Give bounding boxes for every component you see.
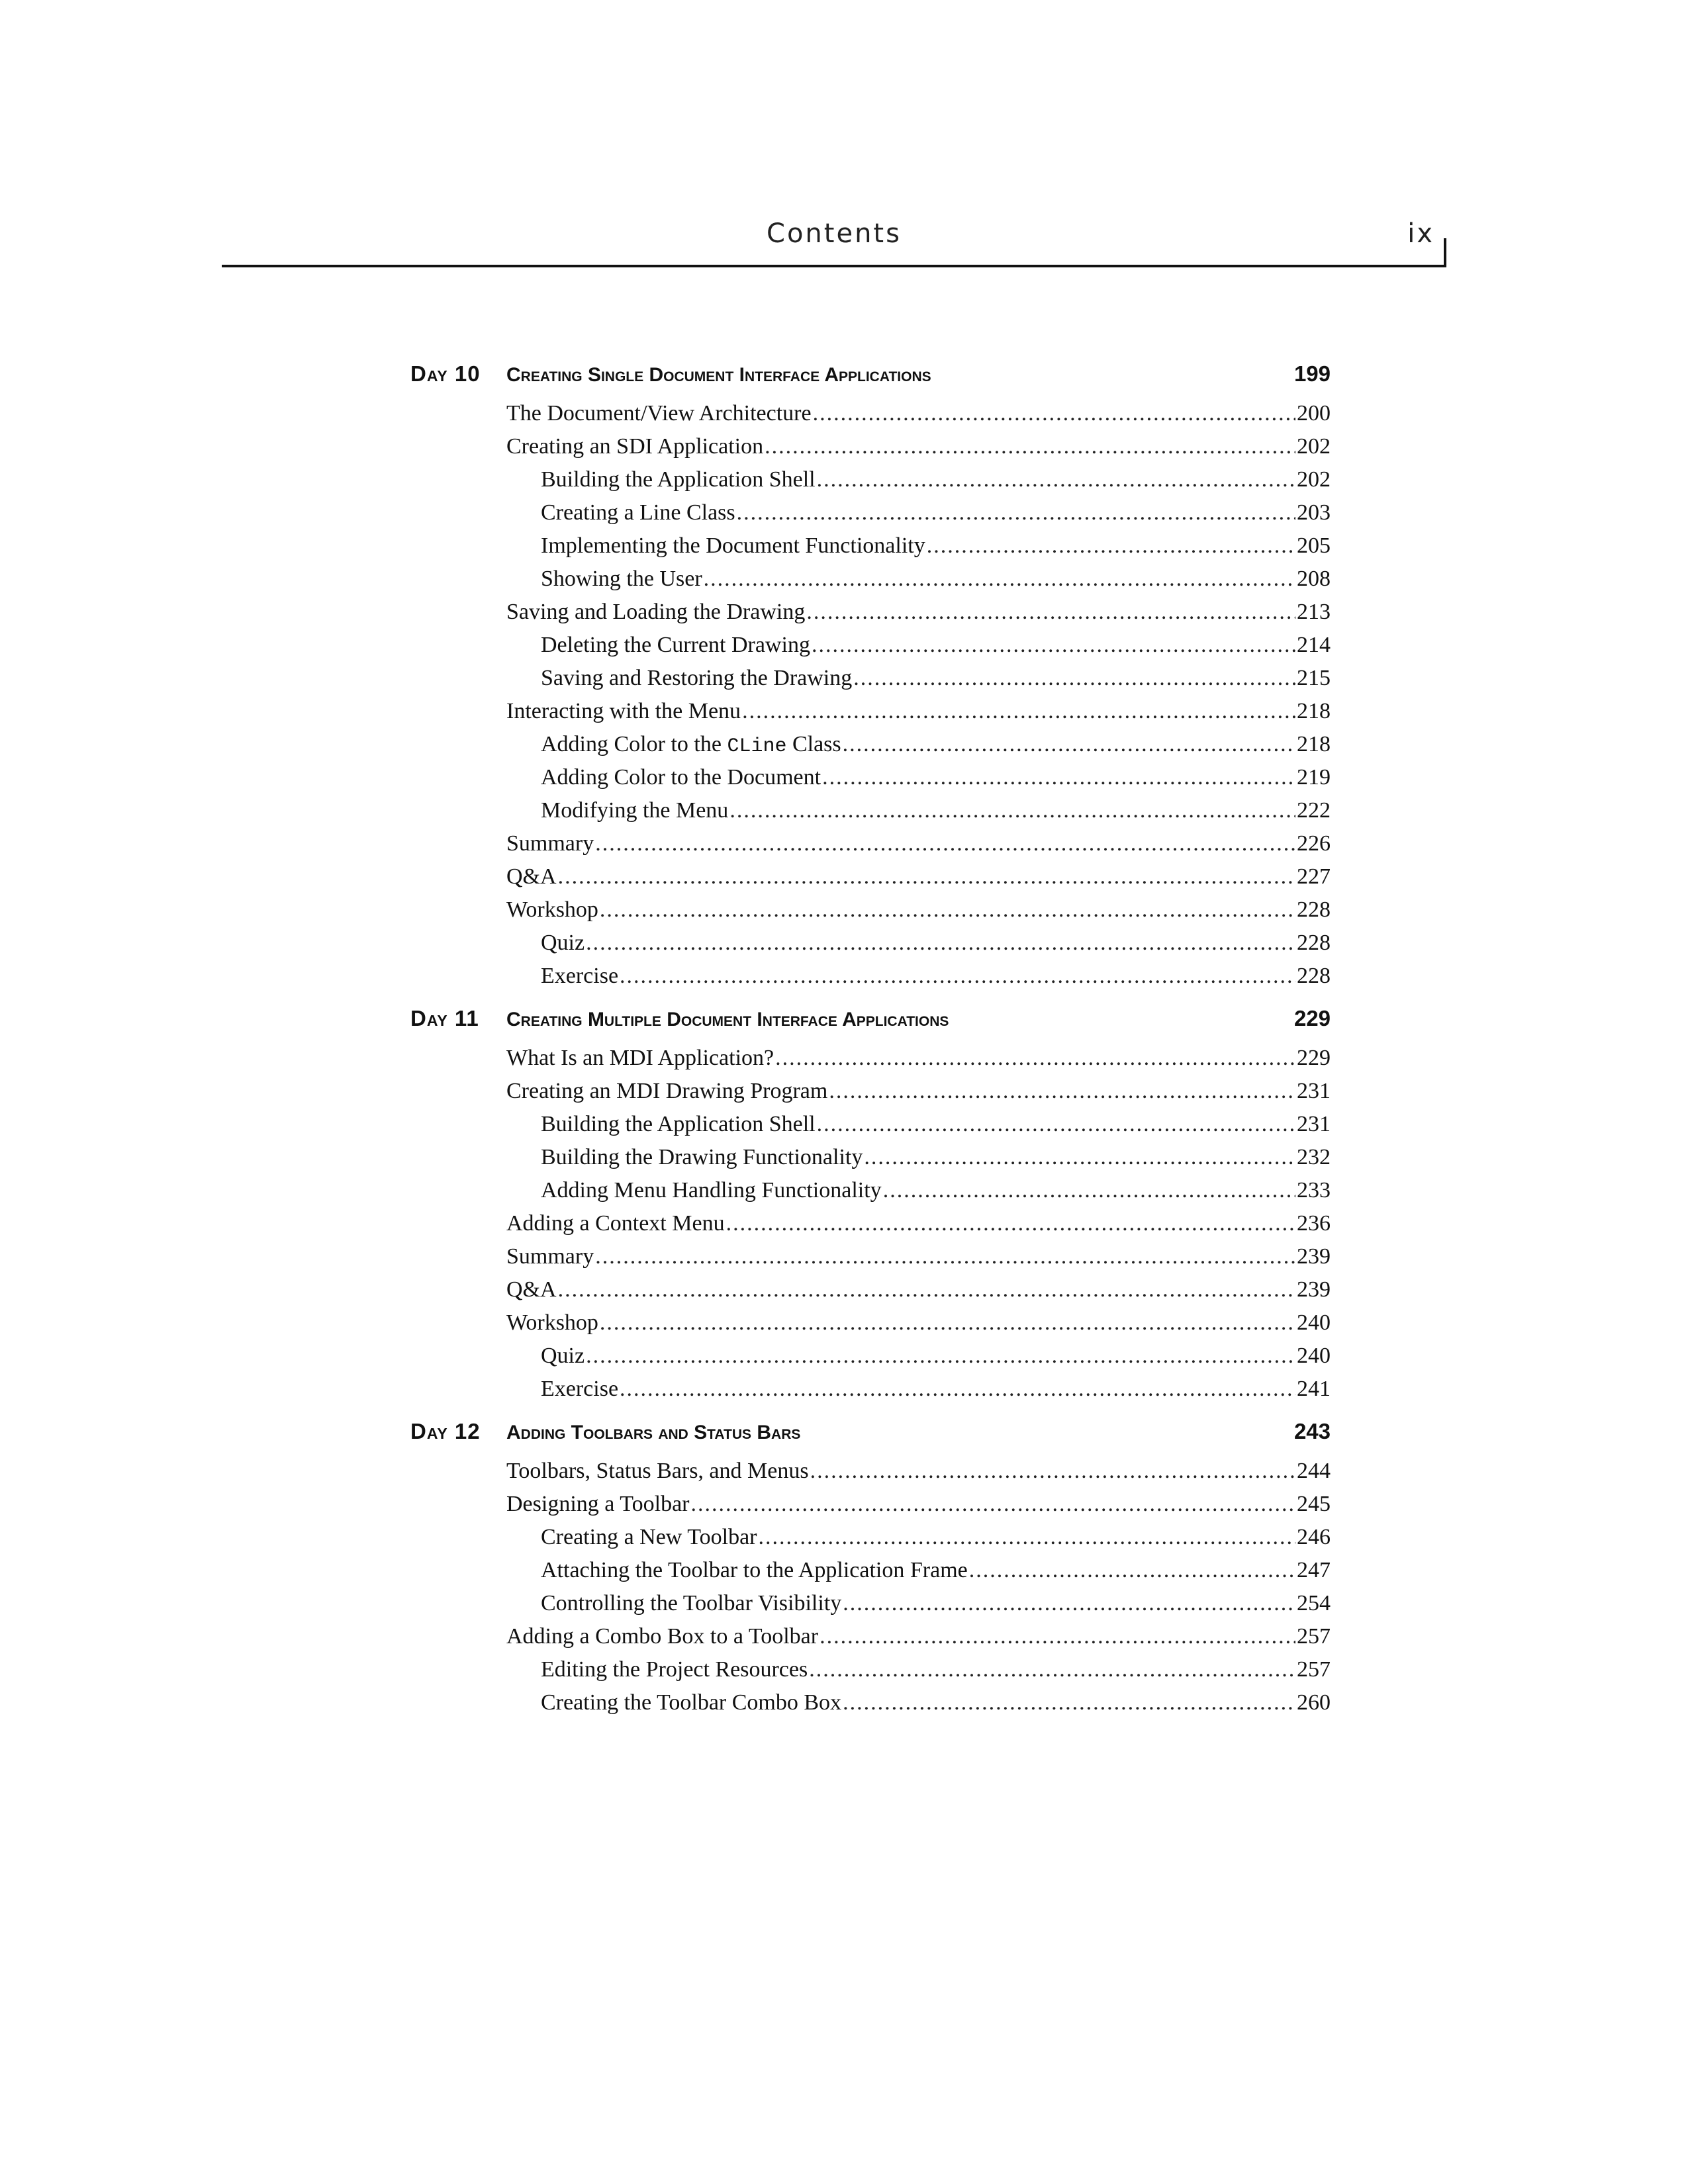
toc-subentry[interactable] <box>541 1174 1331 1207</box>
toc-subentry[interactable] <box>541 1686 1331 1719</box>
entry-title: Q&A <box>506 1277 557 1302</box>
toc-chapter <box>410 1408 1331 1722</box>
entry-page-number: 228 <box>1297 964 1331 988</box>
toc-entry[interactable] <box>506 397 1331 430</box>
entry-page-number: 240 <box>1297 1343 1331 1368</box>
dot-leader <box>558 1273 1295 1306</box>
toc-entry[interactable] <box>506 1488 1331 1521</box>
entry-title: Designing a Toolbar <box>506 1492 690 1516</box>
entry-title: Exercise <box>541 964 619 988</box>
entry-title: Creating an SDI Application <box>506 434 764 459</box>
toc-subentry[interactable] <box>541 463 1331 496</box>
entry-page-number: 202 <box>1297 467 1331 492</box>
dot-leader <box>704 563 1295 596</box>
toc-entry[interactable] <box>506 1207 1331 1240</box>
toc-subentry[interactable] <box>541 761 1331 794</box>
toc-subentry[interactable] <box>541 662 1331 695</box>
entry-title: What Is an MDI Application? <box>506 1046 774 1070</box>
chapter-title: Adding Toolbars and Status Bars <box>506 1422 801 1443</box>
chapter-heading[interactable] <box>410 995 1331 1042</box>
entry-title: Showing the User <box>541 567 702 591</box>
toc-subentry[interactable] <box>541 960 1331 993</box>
entry-page-number: 246 <box>1297 1525 1331 1549</box>
entry-title: Exercise <box>541 1377 619 1401</box>
toc-entry[interactable] <box>506 1455 1331 1488</box>
toc-subentry[interactable] <box>541 1554 1331 1587</box>
dot-leader <box>883 1174 1295 1207</box>
entry-title: Controlling the Toolbar Visibility <box>541 1591 842 1615</box>
dot-leader <box>853 662 1295 695</box>
toc-subentry[interactable] <box>541 529 1331 563</box>
toc-chapter <box>410 351 1331 995</box>
dot-leader <box>729 794 1295 827</box>
entry-title: The Document/View Architecture <box>506 401 812 426</box>
toc-subentry[interactable] <box>541 496 1331 529</box>
toc-subentry[interactable] <box>541 1587 1331 1620</box>
dot-leader <box>691 1488 1296 1521</box>
toc-subentry[interactable] <box>541 794 1331 827</box>
dot-leader <box>595 827 1295 860</box>
entry-title-text: Adding Color to the <box>541 732 722 756</box>
dot-leader <box>864 1141 1295 1174</box>
toc-entry[interactable] <box>506 1240 1331 1273</box>
entry-page-number: 247 <box>1297 1558 1331 1582</box>
entry-title: Implementing the Document Functionality <box>541 533 925 558</box>
dot-leader <box>813 397 1295 430</box>
entry-page-number: 214 <box>1297 633 1331 657</box>
dot-leader <box>817 1108 1295 1141</box>
dot-leader <box>829 1075 1295 1108</box>
entry-title: Quiz <box>541 1343 585 1368</box>
entry-page-number: 226 <box>1297 831 1331 856</box>
dot-leader <box>765 430 1295 463</box>
entry-page-number: 200 <box>1297 401 1331 426</box>
entry-title: Building the Drawing Functionality <box>541 1145 863 1169</box>
entry-title: Attaching the Toolbar to the Application Frame <box>541 1558 968 1582</box>
dot-leader <box>810 1455 1295 1488</box>
chapter-day-label: Day 10 <box>410 361 481 386</box>
entry-page-number: 205 <box>1297 533 1331 558</box>
entry-title: Deleting the Current Drawing <box>541 633 810 657</box>
entry-title: Quiz <box>541 931 585 955</box>
entry-title: Interacting with the Menu <box>506 699 741 723</box>
dot-leader <box>843 1686 1295 1719</box>
dot-leader <box>620 1373 1295 1406</box>
running-header-title: Contents <box>767 218 902 249</box>
entry-page-number: 232 <box>1297 1145 1331 1169</box>
entry-title: Saving and Restoring the Drawing <box>541 666 853 690</box>
entry-page-number: 244 <box>1297 1459 1331 1483</box>
entry-title: Q&A <box>506 864 557 889</box>
toc-entry[interactable] <box>506 1620 1331 1653</box>
table-of-contents <box>410 351 1331 1722</box>
dot-leader <box>817 463 1295 496</box>
toc-subentry[interactable] <box>541 1340 1331 1373</box>
running-header <box>222 218 1446 271</box>
entry-title: Creating a Line Class <box>541 500 735 525</box>
toc-entry[interactable] <box>506 430 1331 463</box>
entry-title: Modifying the Menu <box>541 798 729 823</box>
dot-leader <box>843 728 1295 761</box>
toc-subentry[interactable] <box>541 563 1331 596</box>
dot-leader <box>595 1240 1295 1273</box>
dot-leader <box>809 1653 1295 1686</box>
entry-page-number: 254 <box>1297 1591 1331 1615</box>
dot-leader <box>820 1620 1295 1653</box>
dot-leader <box>620 960 1295 993</box>
dot-leader <box>775 1042 1295 1075</box>
entry-title-text-after: Class <box>792 732 841 756</box>
toc-subentry[interactable] <box>541 728 1331 761</box>
toc-subentry[interactable] <box>541 1141 1331 1174</box>
dot-leader <box>759 1521 1295 1554</box>
chapter-day-label: Day 11 <box>410 1006 479 1030</box>
dot-leader <box>969 1554 1295 1587</box>
dot-leader <box>843 1587 1295 1620</box>
toc-entry[interactable] <box>506 860 1331 893</box>
chapter-day-label: Day 12 <box>410 1419 481 1443</box>
entry-title <box>541 728 841 763</box>
entry-title: Creating an MDI Drawing Program <box>506 1079 828 1103</box>
entry-title: Adding a Combo Box to a Toolbar <box>506 1624 819 1649</box>
entry-page-number: 228 <box>1297 931 1331 955</box>
entry-page-number: 241 <box>1297 1377 1331 1401</box>
toc-entry[interactable] <box>506 1075 1331 1108</box>
dot-leader <box>726 1207 1295 1240</box>
entry-title: Saving and Loading the Drawing <box>506 600 806 624</box>
entry-page-number: 239 <box>1297 1244 1331 1269</box>
dot-leader <box>558 860 1295 893</box>
header-rule-tick <box>1444 238 1446 267</box>
entry-page-number: 236 <box>1297 1211 1331 1236</box>
entry-title: Building the Application Shell <box>541 467 816 492</box>
toc-subentry[interactable] <box>541 1653 1331 1686</box>
entry-title: Creating a New Toolbar <box>541 1525 757 1549</box>
header-rule <box>222 265 1446 267</box>
entry-page-number: 239 <box>1297 1277 1331 1302</box>
dot-leader <box>600 1306 1295 1340</box>
chapter-title: Creating Multiple Document Interface Applications <box>506 1009 949 1030</box>
toc-entry[interactable] <box>506 695 1331 728</box>
entry-title: Workshop <box>506 1310 598 1335</box>
entry-page-number: 231 <box>1297 1112 1331 1136</box>
entry-title: Summary <box>506 831 594 856</box>
toc-chapter <box>410 995 1331 1408</box>
dot-leader <box>586 927 1295 960</box>
entry-page-number: 215 <box>1297 666 1331 690</box>
dot-leader <box>822 761 1295 794</box>
entry-page-number: 203 <box>1297 500 1331 525</box>
entry-code-term: CLine <box>727 735 787 758</box>
dot-leader <box>806 596 1295 629</box>
dot-leader <box>927 529 1295 563</box>
toc-subentry[interactable] <box>541 927 1331 960</box>
chapter-page-number: 229 <box>1293 1006 1331 1030</box>
dot-leader <box>812 629 1295 662</box>
entry-title: Building the Application Shell <box>541 1112 816 1136</box>
toc-entry[interactable] <box>506 1042 1331 1075</box>
entry-page-number: 229 <box>1297 1046 1331 1070</box>
entry-page-number: 233 <box>1297 1178 1331 1203</box>
entry-title: Adding a Context Menu <box>506 1211 725 1236</box>
dot-leader <box>742 695 1295 728</box>
entry-page-number: 219 <box>1297 765 1331 790</box>
entry-title: Editing the Project Resources <box>541 1657 808 1682</box>
entry-title: Toolbars, Status Bars, and Menus <box>506 1459 809 1483</box>
entry-page-number: 218 <box>1297 699 1331 723</box>
chapter-page-number: 199 <box>1293 361 1331 386</box>
dot-leader <box>737 496 1295 529</box>
entry-title: Adding Color to the Document <box>541 765 821 790</box>
entry-title: Adding Menu Handling Functionality <box>541 1178 882 1203</box>
toc-subentry[interactable] <box>541 1108 1331 1141</box>
entry-page-number: 208 <box>1297 567 1331 591</box>
entry-page-number: 228 <box>1297 897 1331 922</box>
entry-title: Workshop <box>506 897 598 922</box>
entry-page-number: 222 <box>1297 798 1331 823</box>
entry-page-number: 213 <box>1297 600 1331 624</box>
chapter-heading[interactable] <box>410 351 1331 397</box>
page-number: ix <box>1407 218 1434 249</box>
toc-subentry[interactable] <box>541 1521 1331 1554</box>
dot-leader <box>600 893 1295 927</box>
entry-page-number: 218 <box>1297 732 1331 756</box>
toc-subentry[interactable] <box>541 629 1331 662</box>
entry-page-number: 257 <box>1297 1624 1331 1649</box>
entry-page-number: 202 <box>1297 434 1331 459</box>
entry-page-number: 240 <box>1297 1310 1331 1335</box>
entry-page-number: 227 <box>1297 864 1331 889</box>
toc-entry[interactable] <box>506 827 1331 860</box>
dot-leader <box>586 1340 1295 1373</box>
entry-page-number: 257 <box>1297 1657 1331 1682</box>
entry-page-number: 260 <box>1297 1690 1331 1715</box>
entry-page-number: 245 <box>1297 1492 1331 1516</box>
entry-title: Summary <box>506 1244 594 1269</box>
toc-entry[interactable] <box>506 1306 1331 1340</box>
toc-entry[interactable] <box>506 596 1331 629</box>
chapter-title: Creating Single Document Interface Applications <box>506 364 931 386</box>
chapter-page-number: 243 <box>1293 1419 1331 1443</box>
entry-title: Creating the Toolbar Combo Box <box>541 1690 842 1715</box>
chapter-heading[interactable] <box>410 1408 1331 1455</box>
toc-subentry[interactable] <box>541 1373 1331 1406</box>
toc-entry[interactable] <box>506 893 1331 927</box>
toc-entry[interactable] <box>506 1273 1331 1306</box>
entry-page-number: 231 <box>1297 1079 1331 1103</box>
